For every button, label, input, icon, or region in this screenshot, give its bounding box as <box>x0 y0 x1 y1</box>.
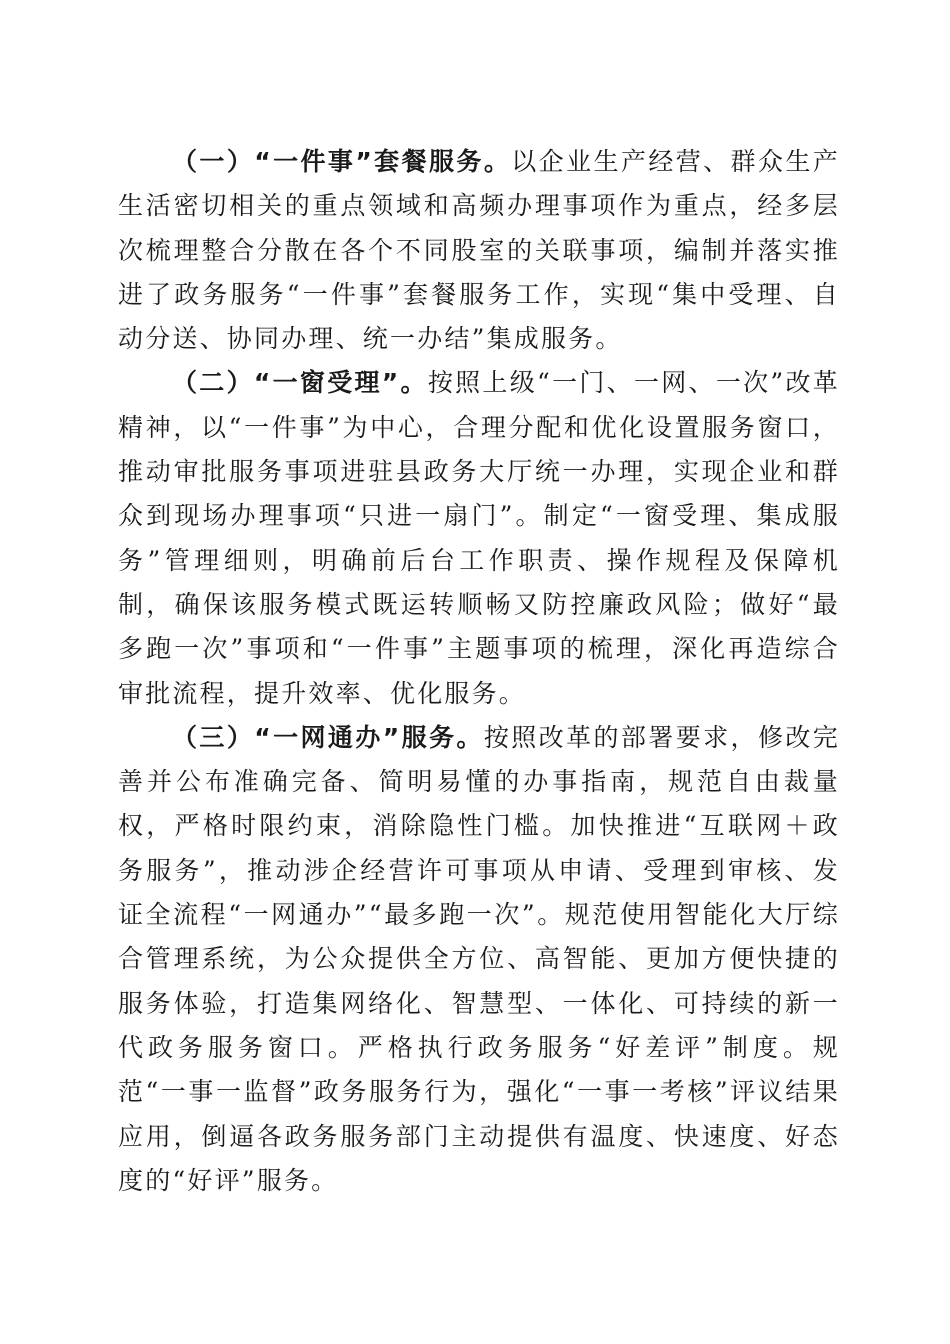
paragraph-text: 按照改革的部署要求，修改完善并公布准确完备、简明易懂的办事指南，规范自由裁量权，严格时限约束，消除隐性门槛。加快推进“互联网＋政务服务”，推动涉企经营许可事项从申请、受理到审核、发证全流程“一网通办”“最多跑一次”。规范使用智能化大厅综合管理系统，为公众提供全方位、高智能、更加方便快捷的服务体验，打造集网络化、智慧型、一体化、可持续的新一代政务服务窗口。严格执行政务服务“好差评”制度。规范“一事一监督”政务服务行为，强化“一事一考核”评议结果应用，倒逼各政务服务部门主动提供有温度、快速度、好态度的“好评”服务。 <box>118 722 840 1195</box>
paragraph-one-window <box>118 361 840 715</box>
document-body <box>118 140 840 1203</box>
paragraph-one-thing-package <box>118 140 840 361</box>
paragraph-heading: （二）“一窗受理”。 <box>172 368 428 398</box>
paragraph-text: 按照上级“一门、一网、一次”改革精神，以“一件事”为中心，合理分配和优化设置服务窗口，推动审批服务事项进驻县政务大厅统一办理，实现企业和群众到现场办理事项“只进一扇门”。制定“一窗受理、集成服务”管理细则，明确前后台工作职责、操作规程及保障机制，确保该服务模式既运转顺畅又防控廉政风险；做好“最多跑一次”事项和“一件事”主题事项的梳理，深化再造综合审批流程，提升效率、优化服务。 <box>118 368 840 708</box>
paragraph-text: 以企业生产经营、群众生产生活密切相关的重点领域和高频办理事项作为重点，经多层次梳理整合分散在各个不同股室的关联事项，编制并落实推进了政务服务“一件事”套餐服务工作，实现“集中受理、自动分送、协同办理、统一办结”集成服务。 <box>118 147 841 354</box>
paragraph-heading: （一）“一件事”套餐服务。 <box>172 147 512 176</box>
paragraph-heading: （三）“一网通办”服务。 <box>172 722 484 752</box>
paragraph-one-network <box>118 716 840 1203</box>
